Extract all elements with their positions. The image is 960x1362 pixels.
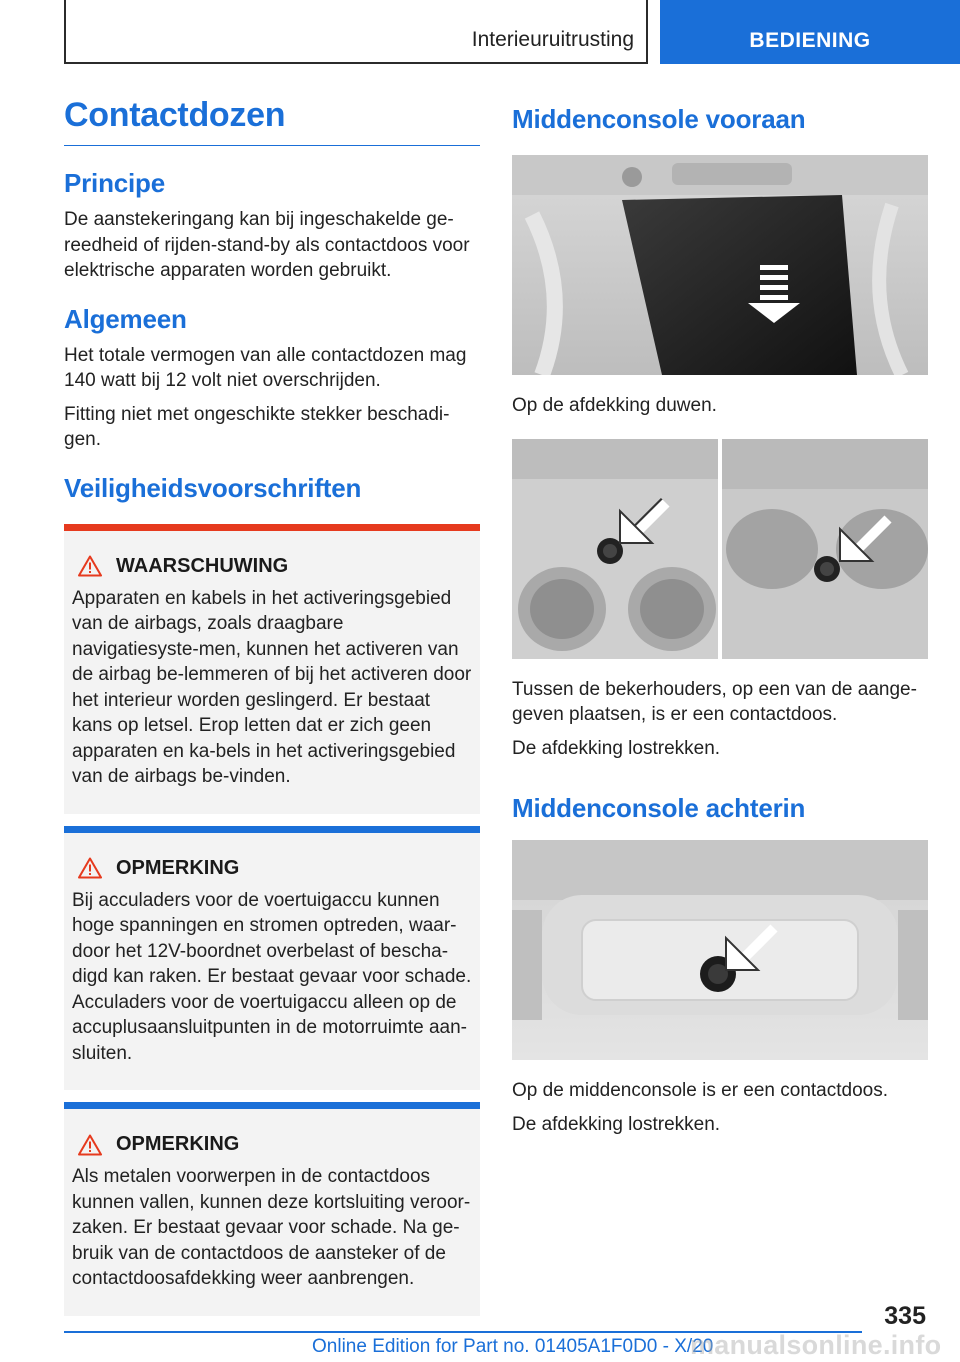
note2-title-row: [78, 1133, 472, 1156]
front-caption-2: Tussen de bekerhouders, op een van de aange-geven plaatsen, is er een contactdoos.: [512, 678, 917, 725]
text-algemeen-2: Fitting niet met ongeschikte stekker beschadi-gen.: [64, 403, 450, 450]
note1-title: OPMERKING: [116, 856, 240, 879]
caution-triangle-icon: [78, 857, 102, 879]
heading-algemeen: Algemeen: [64, 303, 187, 334]
warning-text: Apparaten en kabels in het activeringsgebied van de airbags, zoals draagbare navigatiesyste-men, kunnen het activeren van de airbag be-lemmeren of bij het activeren door het interieur worden geslingerd. Er bestaat kans op letsel. Erop letten dat er zich geen apparaten en ka-bels in het activeringsgebied van de airbags be-vinden.: [72, 587, 472, 787]
note1-title-row: [78, 857, 472, 880]
note2-title: OPMERKING: [116, 1133, 240, 1155]
heading-front-console: Middenconsole vooraan: [512, 104, 806, 134]
footer-edition: Online Edition for Part no. 01405A1F0D0 - X/20: [312, 1336, 714, 1357]
text-algemeen-1: Het totale vermogen van alle contactdozen mag 140 watt bij 12 volt niet overschrijden.: [64, 344, 467, 391]
page-title: Contactdozen: [64, 96, 480, 146]
section-veiligheid: [64, 473, 480, 504]
heading-rear-console: Middenconsole achterin: [512, 793, 806, 823]
warning-triangle-icon: [78, 555, 102, 577]
text-principe: De aanstekeringang kan bij ingeschakelde ge-reedheid of rijden-stand-by als contactdoos voor elektrische apparaten worden gebruikt.: [64, 209, 470, 281]
front-caption-3: De afdekking lostrekken.: [512, 737, 721, 759]
rear-caption-1: Op de middenconsole is er een contactdoos.: [512, 1080, 889, 1101]
page-number: 335: [884, 1302, 926, 1330]
note2-text: Als metalen voorwerpen in de contactdoos kunnen vallen, kunnen deze kortsluiting veroor-zaken. Er bestaat gevaar voor schade. Na ge-bruik van de contactdoos de aansteker of de contactdoosafdekking weer aanbrengen.: [72, 1166, 471, 1289]
warning-title: WAARSCHUWING: [116, 554, 289, 577]
header-chapter-label: BEDIENING: [749, 29, 871, 52]
front-console-cover-image: [512, 155, 928, 375]
section-algemeen: [64, 304, 480, 453]
header-section-tab: [64, 0, 648, 64]
caution-triangle-icon: [78, 1134, 102, 1156]
header-chapter-tab: [660, 0, 960, 64]
note-box-1: [64, 826, 480, 1091]
note-box-2: [64, 1102, 480, 1316]
warning-title-row: [78, 555, 472, 578]
front-cupholder-images: [512, 439, 928, 659]
warning-box: [64, 524, 480, 814]
rear-console-image: [512, 840, 928, 1060]
section-principe: [64, 168, 480, 284]
note1-text: Bij acculaders voor de voertuigaccu kunnen hoge spanningen en stromen optreden, waar-door het 12V-boordnet overbelast of bescha-digd kan raken. Er bestaat gevaar voor schade. Acculaders voor de voertuigaccu alleen op de accuplusaansluitpunten in de motorruimte aan-sluiten.: [72, 889, 472, 1064]
header-section-label: Interieuruitrusting: [471, 28, 634, 51]
front-caption-1: Op de afdekking duwen.: [512, 395, 717, 416]
watermark: manualsonline.info: [690, 1330, 942, 1360]
heading-veiligheid: Veiligheidsvoorschriften: [64, 472, 362, 503]
heading-principe: Principe: [64, 168, 165, 198]
rear-caption-2: De afdekking lostrekken.: [512, 1113, 721, 1135]
left-column: [64, 96, 480, 1316]
right-column: [512, 96, 928, 1137]
